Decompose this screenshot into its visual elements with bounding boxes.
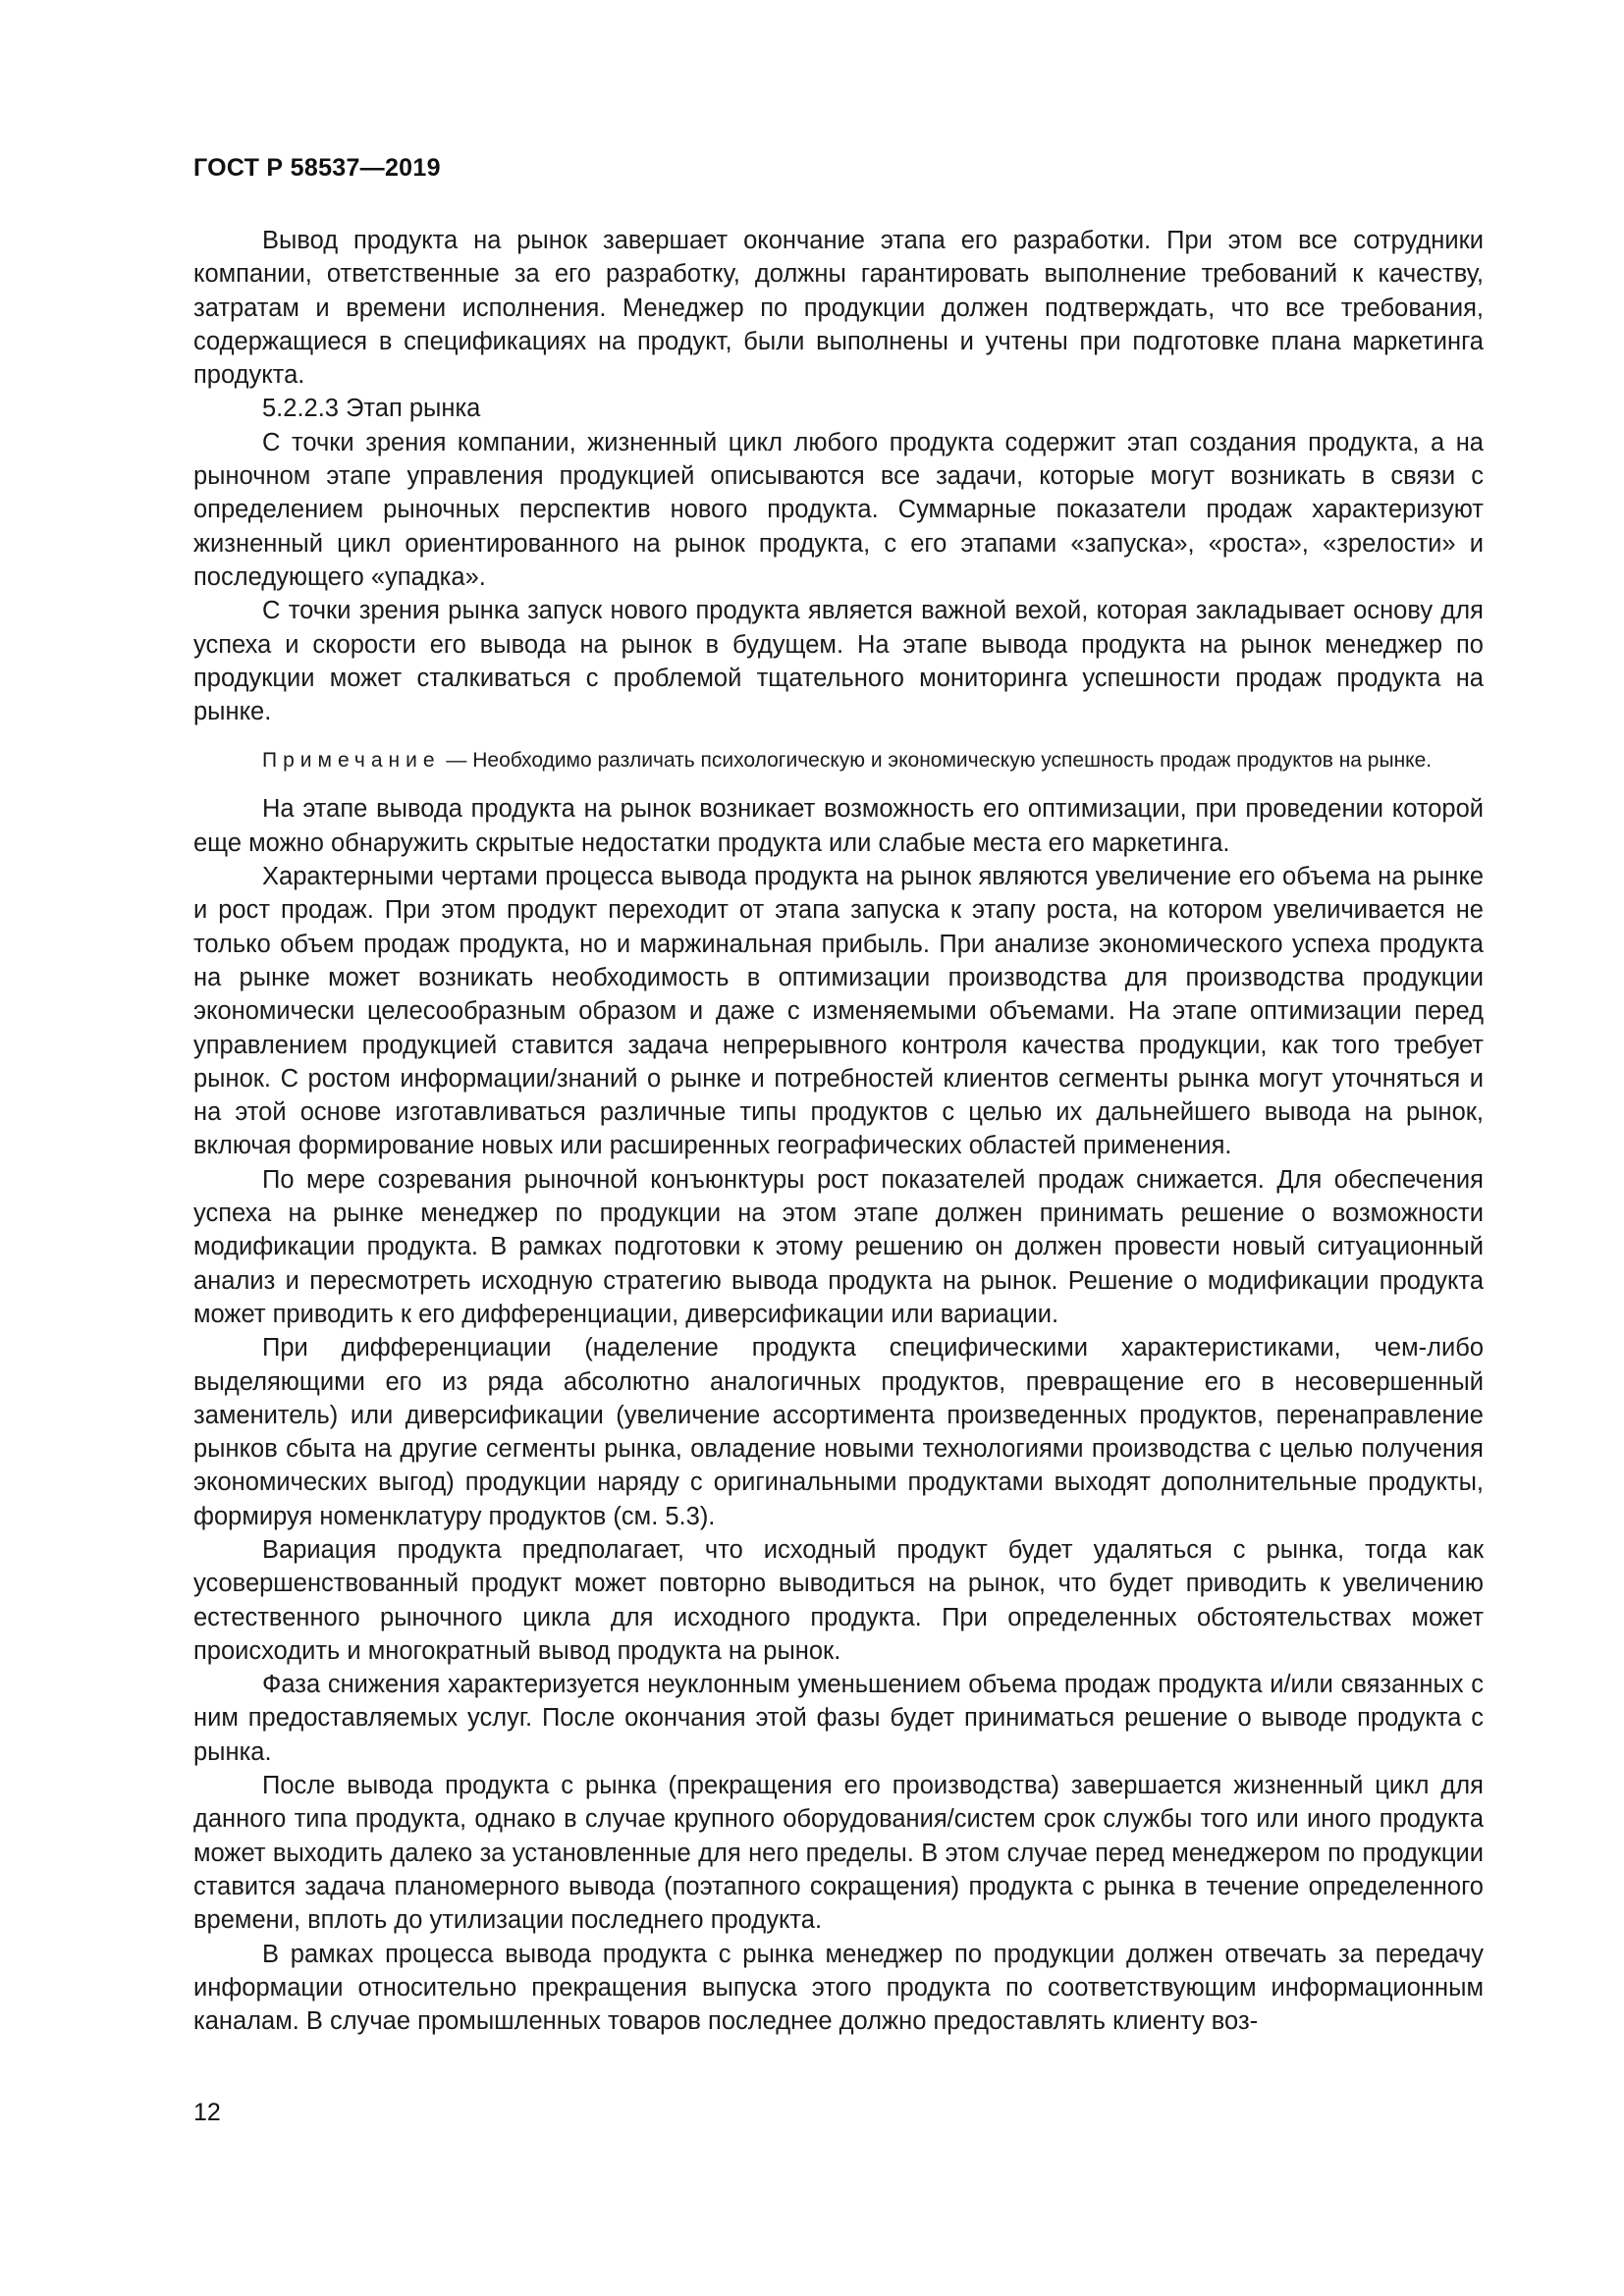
section-heading: 5.2.2.3 Этап рынка — [262, 395, 481, 423]
paragraph: При дифференциации (наделение продукта специфическими характеристиками, чем-либо выделяющими его из ряда абсолютно аналогичных продуктов, превращение его в несовершенный заменитель) или диверсификации (увеличение ассортимента произведенных продуктов, перенаправление рынков сбыта на другие сегменты рынка, овладение новыми технологиями производства с целью получения экономических выгод) продукции наряду с оригинальными продуктами выходят дополнительные продукты, формируя номенклатуру продуктов (см. 5.3). — [193, 1334, 1484, 1530]
document-header: ГОСТ Р 58537—2019 — [193, 154, 441, 182]
paragraph: В рамках процесса вывода продукта с рынка менеджер по продукции должен отвечать за передачу информации относительно прекращения выпуска этого продукта по соответствующим информационным каналам. В случае промышленных товаров последнее должно предоставлять клиенту воз- — [193, 1940, 1484, 2036]
paragraph: Вариация продукта предполагает, что исходный продукт будет удаляться с рынка, тогда как усовершенствованный продукт может повторно выводиться на рынок, что будет приводить к увеличению естественного рыночного цикла для исходного продукта. При определенных обстоятельствах может происходить и многократный вывод продукта на рынок. — [193, 1535, 1484, 1665]
paragraph: Вывод продукта на рынок завершает окончание этапа его разработки. При этом все сотрудники компании, ответственные за его разработку, должны гарантировать выполнение требований к качеству, затратам и времени исполнения. Менеджер по продукции должен подтверждать, что все требования, содержащиеся в спецификациях на продукт, были выполнены и учтены при подготовке плана маркетинга продукта. — [193, 227, 1484, 390]
paragraph: По мере созревания рыночной конъюнктуры рост показателей продаж снижается. Для обеспечения успеха на рынке менеджер по продукции на этом этапе должен принимать решение о возможности модификации продукта. В рамках подготовки к этому решению он должен провести новый ситуационный анализ и пересмотреть исходную стратегию вывода продукта на рынок. Решение о модификации продукта может приводить к его дифференциации, диверсификации или вариации. — [193, 1165, 1484, 1328]
paragraph: На этапе вывода продукта на рынок возникает возможность его оптимизации, при проведении которой еще можно обнаружить скрытые недостатки продукта или слабые места его маркетинга. — [193, 795, 1484, 857]
paragraph: С точки зрения компании, жизненный цикл любого продукта содержит этап создания продукта, а на рыночном этапе управления продукцией описываются все задачи, которые могут возникать в связи с определением рыночных перспектив нового продукта. Суммарные показатели продаж характеризуют жизненный цикл ориентированного на рынок продукта, с его этапами «запуска», «роста», «зрелости» и последующего «упадка». — [193, 428, 1484, 591]
paragraph: Характерными чертами процесса вывода продукта на рынок являются увеличение его объема на рынке и рост продаж. При этом продукт переходит от этапа запуска к этапу роста, на котором увеличивается не только объем продаж продукта, но и маржинальная прибыль. При анализе экономического успеха продукта на рынке может возникать необходимость в оптимизации производства для производства продукции экономически целесообразным образом и даже с изменяемыми объемами. На этапе оптимизации перед управлением продукцией ставится задача непрерывного контроля качества продукции, как того требует рынок. С ростом информации/знаний о рынке и потребностей клиентов сегменты рынка могут уточняться и на этой основе изготавливаться различные типы продуктов с целью их дальнейшего вывода на рынок, включая формирование новых или расширенных географических областей применения. — [193, 863, 1484, 1160]
paragraph: С точки зрения рынка запуск нового продукта является важной вехой, которая закладывает основу для успеха и скорости его вывода на рынок в будущем. На этапе вывода продукта на рынок менеджер по продукции может сталкиваться с проблемой тщательного мониторинга успешности продаж продукта на рынке. — [193, 597, 1484, 726]
page-number: 12 — [193, 2099, 221, 2126]
paragraph: Фаза снижения характеризуется неуклонным уменьшением объема продаж продукта и/или связанных с ним предоставляемых услуг. После окончания этой фазы будет приниматься решение о выводе продукта с рынка. — [193, 1671, 1484, 1766]
note-label: Примечание — [262, 749, 441, 773]
note-text: — Необходимо различать психологическую и экономическую успешность продаж продуктов на рынке. — [440, 749, 1433, 773]
document-body — [193, 224, 1484, 2038]
paragraph: После вывода продукта с рынка (прекращения его производства) завершается жизненный цикл для данного типа продукта, однако в случае крупного оборудования/систем срок службы того или иного продукта может выходить далеко за установленные для него пределы. В этом случае перед менеджером по продукции ставится задача планомерного вывода (поэтапного сокращения) продукта с рынка в течение определенного времени, вплоть до утилизации последнего продукта. — [193, 1772, 1484, 1935]
note — [193, 746, 1484, 774]
